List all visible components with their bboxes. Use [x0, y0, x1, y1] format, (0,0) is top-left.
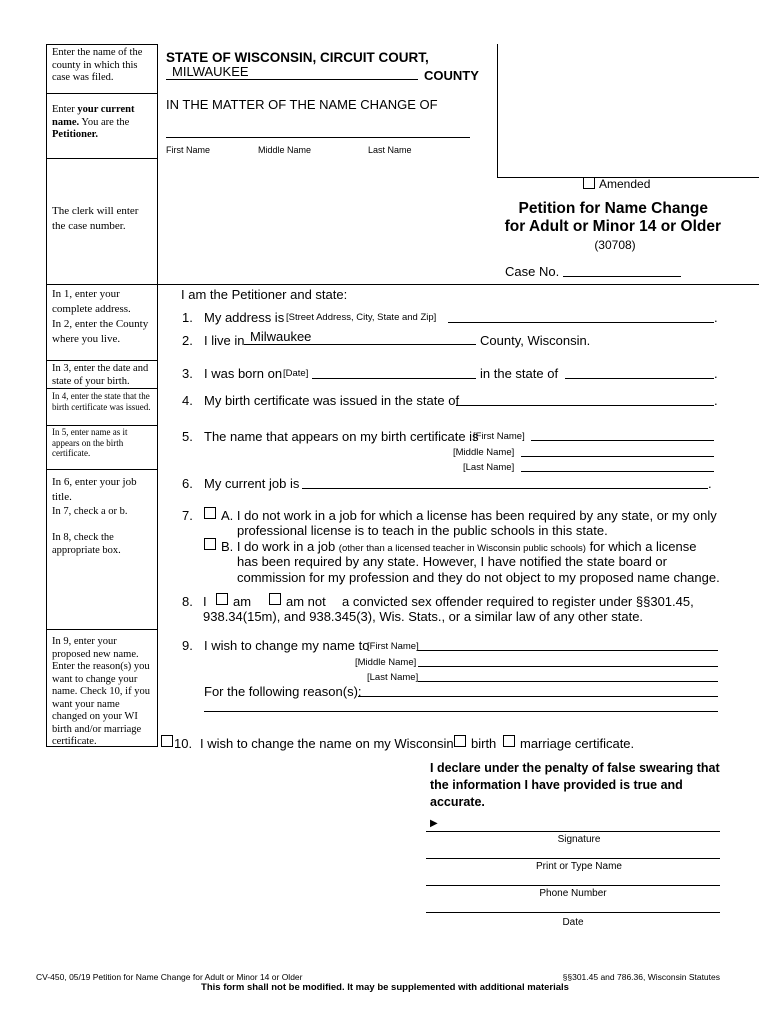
name-instruction-bold: your current name. — [52, 104, 135, 128]
q8-line2: 938.34(15m), and 938.345(3), Wis. Stats., or a similar law of any other state. — [203, 609, 644, 624]
q9-middle-hint: [Middle Name] — [355, 657, 417, 668]
sidebar-divider — [46, 93, 158, 94]
birth-date-field[interactable] — [312, 365, 476, 379]
county-field[interactable] — [166, 66, 418, 80]
q6-text: My current job is — [204, 476, 300, 491]
q10-marriage-label: marriage certificate. — [520, 736, 635, 751]
signature-label: Signature — [557, 834, 601, 845]
q10-text: I wish to change the name on my Wisconsin — [200, 736, 454, 751]
q7-number: 7. — [182, 508, 193, 523]
print-name-label: Print or Type Name — [536, 861, 622, 872]
q9-number: 9. — [182, 638, 193, 653]
sidebar-left-border — [46, 44, 47, 747]
q7b-line1 — [221, 539, 697, 554]
birth-first-name-field[interactable] — [531, 427, 714, 441]
q4-text: My birth certificate was issued in the state of — [204, 393, 460, 408]
amended-checkbox[interactable] — [583, 177, 595, 189]
q8-text: a convicted sex offender required to register under §§301.45, — [342, 594, 694, 609]
new-last-name-field[interactable] — [418, 668, 718, 682]
name-instruction — [52, 104, 154, 142]
q7a-line2: professional license is to teach in the public schools in this state. — [237, 523, 608, 538]
first-name-label: First Name — [166, 145, 211, 155]
q8-number: 8. — [182, 594, 193, 609]
footer-statutes: §§301.45 and 786.36, Wisconsin Statutes — [562, 972, 720, 982]
county-residence-value: Milwaukee — [250, 329, 312, 344]
last-name-label: Last Name — [368, 145, 412, 155]
q2-after: County, Wisconsin. — [480, 333, 591, 348]
q6-number: 6. — [182, 476, 193, 491]
signature-field[interactable] — [426, 831, 720, 832]
q10-checkbox[interactable] — [161, 735, 173, 747]
form-title-line1: Petition for Name Change — [518, 200, 708, 217]
q1-period: . — [714, 310, 718, 325]
q2-number: 2. — [182, 333, 193, 348]
date-label: Date — [562, 917, 584, 928]
phone-field[interactable] — [426, 885, 720, 886]
q8-instruction: In 8, check the appropriate box. — [52, 532, 121, 556]
case-number-label: Case No. — [505, 264, 560, 279]
sidebar-divider — [46, 388, 158, 389]
q5-text: The name that appears on my birth certificate is — [204, 429, 479, 444]
q10-number: 10. — [174, 736, 193, 751]
q3-number: 3. — [182, 366, 193, 381]
sidebar-top-border — [46, 44, 158, 45]
certificate-state-field[interactable] — [456, 392, 714, 406]
q7b-pre: B. I do work in a job — [221, 539, 336, 554]
middle-name-label: Middle Name — [258, 145, 312, 155]
q7b-checkbox[interactable] — [204, 538, 216, 550]
q4-instruction: In 4, enter the state that the birth certificate was issued. — [52, 391, 151, 412]
reasons-field-2[interactable] — [204, 698, 718, 712]
date-field[interactable] — [426, 912, 720, 913]
q1-text: My address is — [204, 310, 285, 325]
q3-after: in the state of — [480, 366, 559, 381]
name-instruction-text: Enter — [52, 104, 78, 115]
q5-last-hint: [Last Name] — [463, 462, 515, 473]
q4-number: 4. — [182, 393, 193, 408]
name-instruction-bold2: Petitioner. — [52, 129, 98, 140]
phone-label: Phone Number — [539, 888, 607, 899]
print-name-field[interactable] — [426, 858, 720, 859]
county-value: MILWAUKEE — [172, 64, 249, 79]
sidebar-divider — [46, 360, 158, 361]
sidebar-divider — [46, 284, 158, 285]
q6-period: . — [708, 476, 712, 491]
sidebar-divider — [46, 469, 158, 470]
sidebar-divider — [46, 425, 158, 426]
sidebar-divider — [46, 158, 158, 159]
q6-instruction: In 6, enter your job title. — [52, 476, 137, 503]
clerk-instruction: The clerk will enter the case number. — [52, 205, 139, 232]
q7a-checkbox[interactable] — [204, 507, 216, 519]
amended-label: Amended — [599, 177, 651, 191]
q9-last-hint: [Last Name] — [367, 672, 419, 683]
form-number: (30708) — [594, 238, 636, 252]
petitioner-name-field[interactable] — [166, 124, 470, 138]
q8-amnot-label: am not — [286, 594, 326, 609]
q8-amnot-checkbox[interactable] — [269, 593, 281, 605]
county-residence-field[interactable] — [244, 331, 476, 345]
sidebar-right-border — [157, 44, 158, 747]
county-instruction: Enter the name of the county in which this case was filed. — [52, 47, 143, 83]
county-label: COUNTY — [424, 68, 479, 83]
q7b-line2: has been required by any state. However, I have notified the state board or — [237, 554, 667, 569]
q8-am-checkbox[interactable] — [216, 593, 228, 605]
declaration-text: I declare under the penalty of false swearing that the information I have provided is true and accurate. — [430, 761, 720, 809]
q5-number: 5. — [182, 429, 193, 444]
q10-birth-label: birth — [471, 736, 497, 751]
form-title-line2: for Adult or Minor 14 or Older — [504, 218, 721, 235]
q8-i: I — [203, 594, 207, 609]
q2-text: I live in — [204, 333, 245, 348]
q4-period: . — [714, 393, 718, 408]
signature-arrow-icon: ▶ — [430, 818, 438, 829]
q1-2-instruction: In 1, enter your complete address. In 2, enter the County where you live. — [52, 288, 149, 345]
petitioner-intro: I am the Petitioner and state: — [181, 287, 348, 302]
q3-instruction: In 3, enter the date and state of your birth. — [52, 363, 149, 387]
reasons-field-1[interactable] — [358, 683, 718, 697]
q3-period: . — [714, 366, 718, 381]
q8-am-label: am — [233, 594, 252, 609]
q3-text: I was born on — [204, 366, 283, 381]
birth-state-field[interactable] — [565, 365, 714, 379]
new-middle-name-field[interactable] — [418, 653, 718, 667]
q7b-post: for which a license — [589, 539, 697, 554]
q7b-line3: commission for my profession and they do not object to my proposed name change. — [237, 570, 720, 585]
main-divider — [157, 284, 759, 285]
caption-right-border — [497, 44, 498, 177]
footer-form-id: CV-450, 05/19 Petition for Name Change for Adult or Minor 14 or Older — [36, 972, 303, 982]
q9-reasons-label: For the following reason(s): — [204, 684, 362, 699]
address-field[interactable] — [448, 309, 714, 323]
q9-10-instruction: In 9, enter your proposed new name. Enter the reason(s) you want to change your name. Check 10, if you want your name changed on your WI birth and/or marriage certificate. — [52, 636, 150, 747]
q7b-note: (other than a licensed teacher in Wisconsin public schools) — [338, 543, 586, 554]
name-instruction-text2: You are the — [79, 116, 130, 128]
q3-hint: [Date] — [283, 368, 309, 379]
q10-birth-checkbox[interactable] — [454, 735, 466, 747]
footer-notice: This form shall not be modified. It may be supplemented with additional materials — [201, 982, 569, 993]
q7-instruction: In 7, check a or b. — [52, 506, 128, 517]
q5-instruction: In 5, enter name as it appears on the birth certificate. — [52, 427, 128, 458]
case-number-field[interactable] — [563, 263, 681, 277]
court-heading: STATE OF WISCONSIN, CIRCUIT COURT, — [166, 50, 429, 65]
birth-middle-name-field[interactable] — [521, 443, 714, 457]
sidebar-divider — [46, 629, 158, 630]
matter-heading: IN THE MATTER OF THE NAME CHANGE OF — [166, 97, 438, 112]
q7a-line1: A. I do not work in a job for which a license has been required by any state, or my only — [221, 508, 717, 523]
q1-hint: [Street Address, City, State and Zip] — [286, 312, 437, 323]
job-title-field[interactable] — [302, 475, 708, 489]
q5-middle-hint: [Middle Name] — [453, 447, 515, 458]
q10-marriage-checkbox[interactable] — [503, 735, 515, 747]
q9-text: I wish to change my name to — [204, 638, 370, 653]
q1-number: 1. — [182, 310, 193, 325]
new-first-name-field[interactable] — [418, 637, 718, 651]
birth-last-name-field[interactable] — [521, 458, 714, 472]
q9-first-hint: [First Name] — [367, 641, 419, 652]
q5-first-hint: [First Name] — [473, 431, 525, 442]
